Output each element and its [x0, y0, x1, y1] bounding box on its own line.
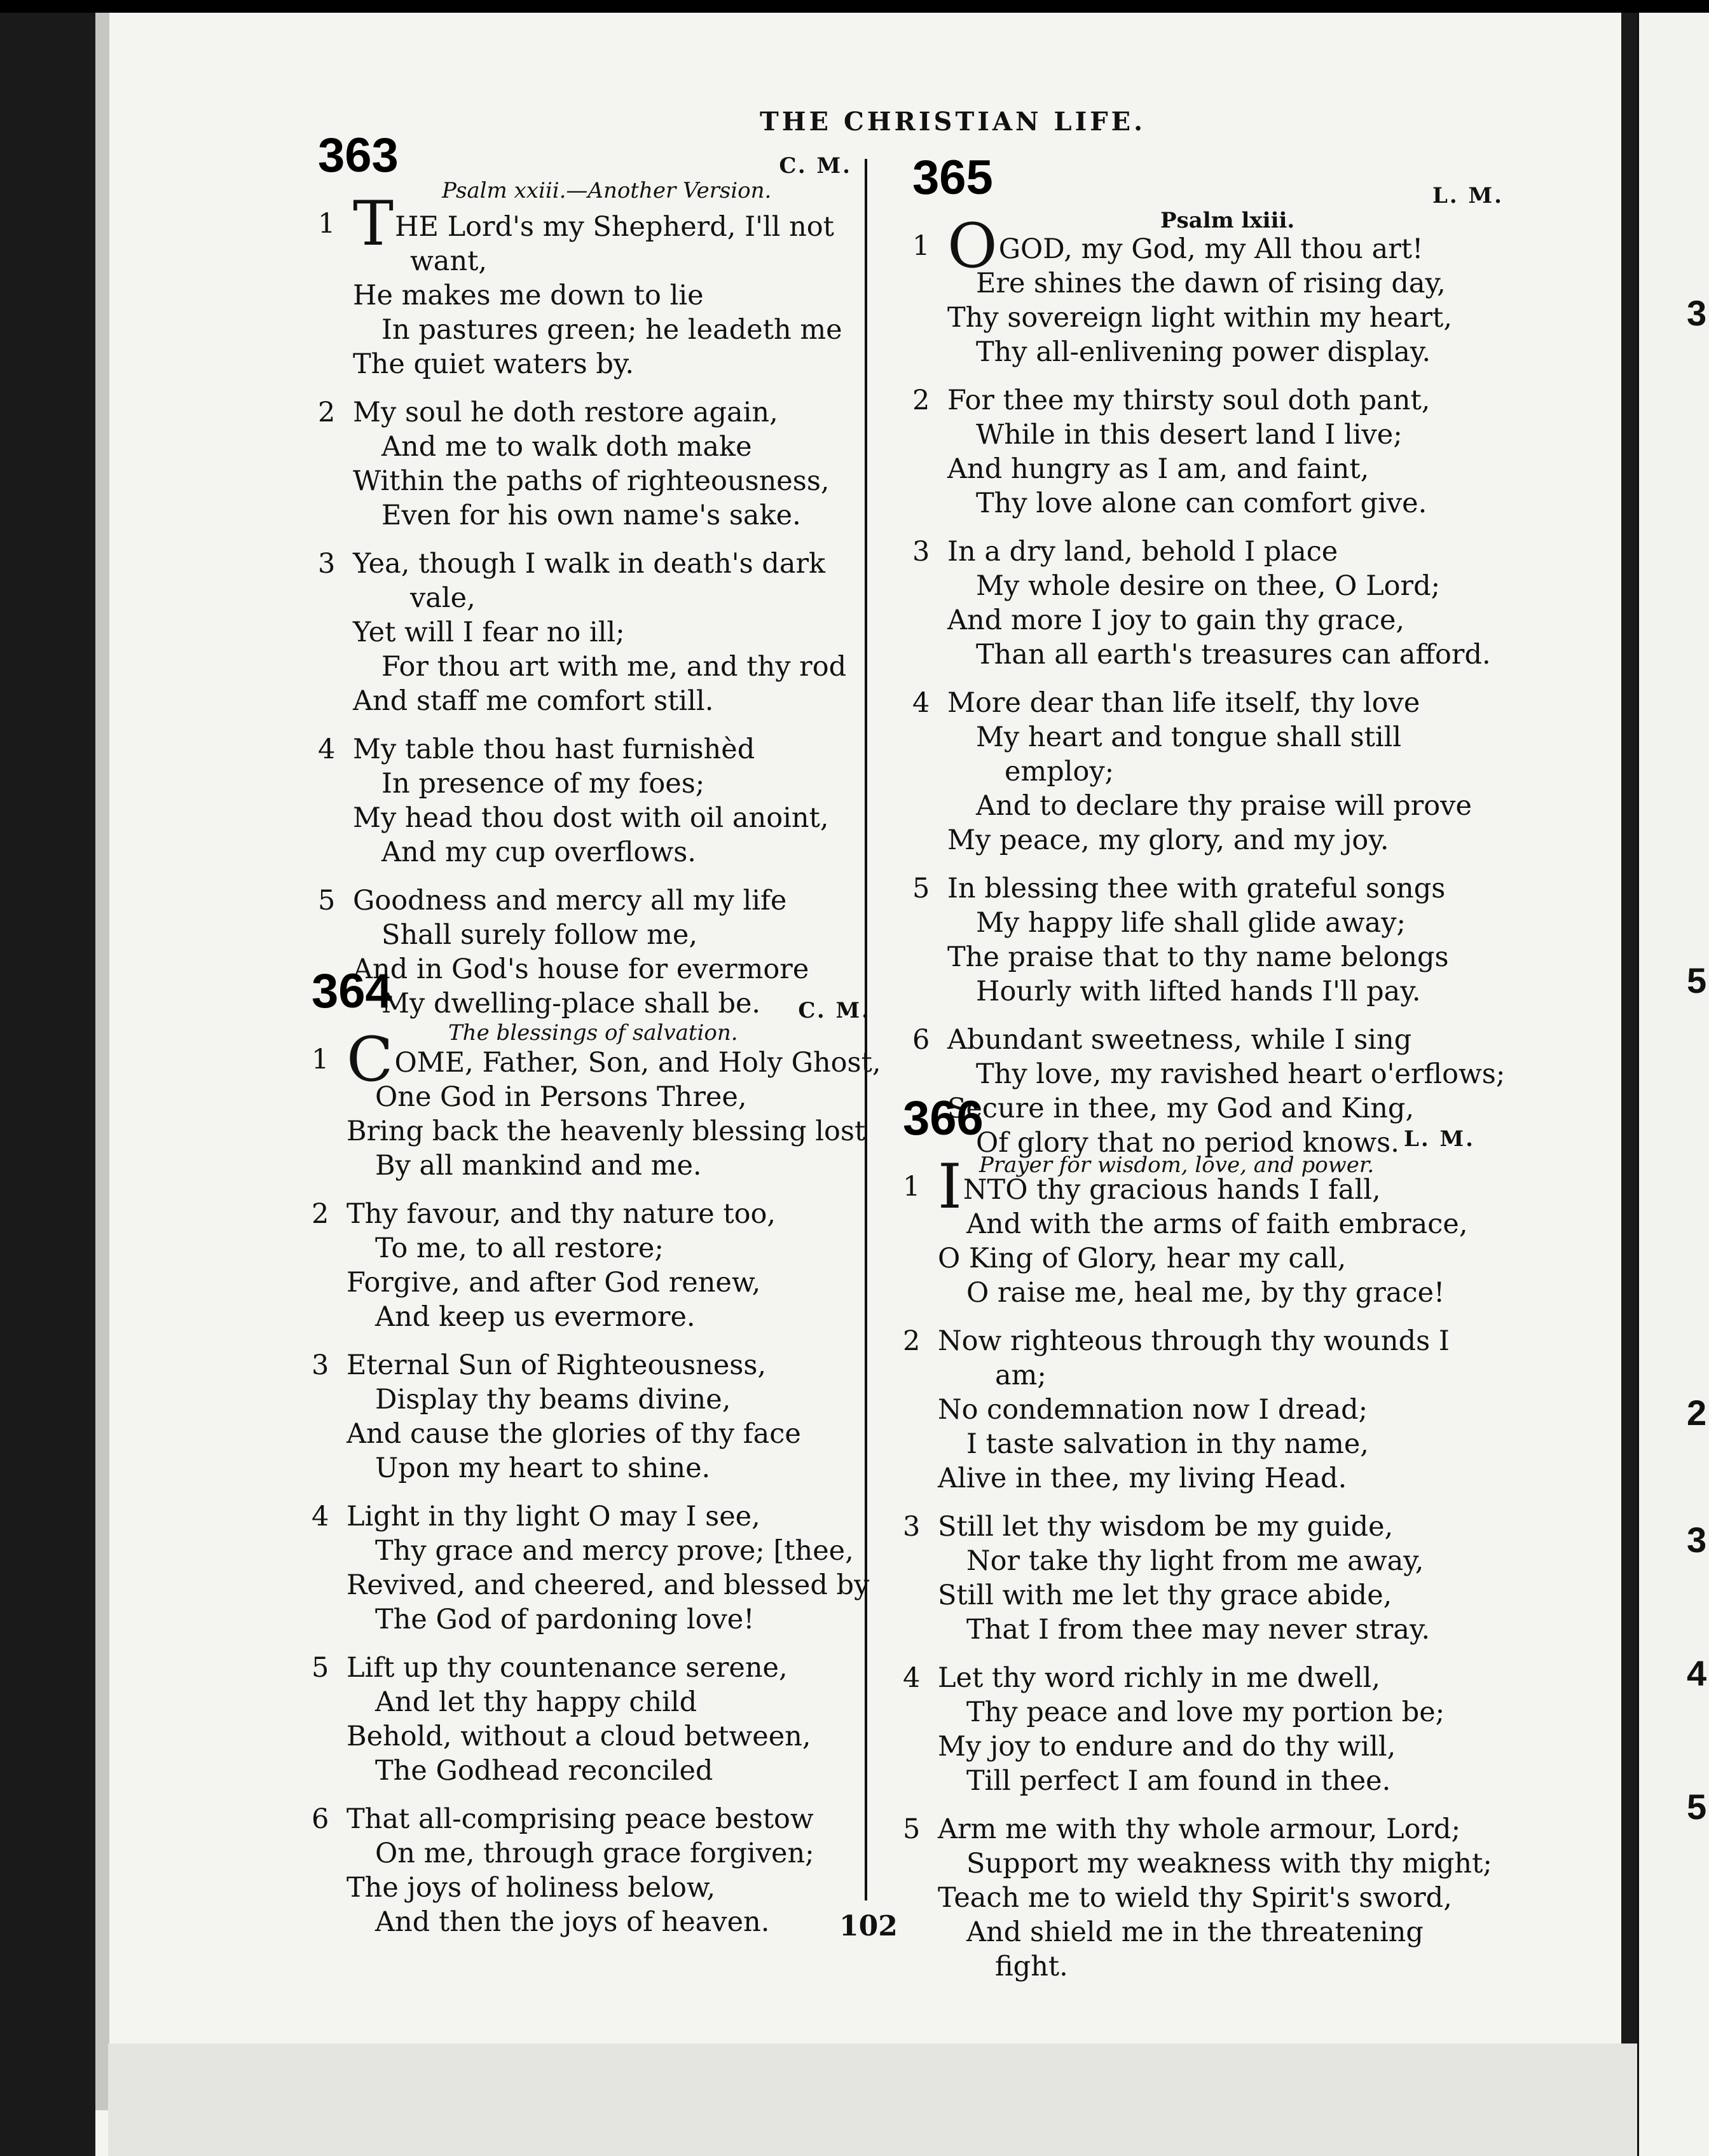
verse-line — [903, 1393, 1475, 1427]
verse-line — [312, 1836, 871, 1871]
stanza-number: 6 — [312, 1803, 329, 1835]
verse-line — [312, 1568, 871, 1602]
verse-line — [318, 835, 852, 870]
verse-line — [912, 974, 1504, 1009]
adjacent-page-fragment: 4 — [1687, 1653, 1707, 1693]
verse-line — [312, 1114, 871, 1149]
page-number: 102 — [839, 1910, 898, 1942]
stanza — [903, 1510, 1475, 1647]
verse-line — [912, 638, 1504, 672]
stanza-number: 2 — [312, 1198, 329, 1230]
verse-line — [312, 1651, 871, 1685]
stanza — [903, 1812, 1492, 1984]
verse-line — [312, 1719, 871, 1754]
drop-cap: C — [347, 1024, 394, 1095]
verse-text: And with the arms of faith embrace, — [966, 1208, 1468, 1240]
verse-text: vale, — [410, 582, 476, 614]
verse-line — [903, 1846, 1492, 1881]
verse-text: Nor take thy light from me away, — [966, 1545, 1424, 1577]
verse-text: Yea, though I walk in death's dark — [353, 548, 826, 580]
verse-text: I taste salvation in thy name, — [966, 1428, 1369, 1460]
hymn-number: 366 — [903, 1091, 984, 1145]
verse-text: Forgive, and after God renew, — [347, 1267, 761, 1299]
verse-text: While in this desert land I live; — [976, 419, 1403, 451]
verse-text: Ere shines the dawn of rising day, — [976, 268, 1446, 299]
stanza — [312, 1802, 871, 1939]
verse-text: My soul he doth restore again, — [353, 397, 778, 428]
verse-line — [903, 1661, 1475, 1695]
verse-text: And cause the glories of thy face — [347, 1418, 801, 1450]
stanza-number: 2 — [912, 385, 930, 416]
verse-line — [903, 1695, 1475, 1730]
stanza-number: 6 — [912, 1024, 930, 1056]
verse-line — [903, 1207, 1475, 1241]
verse-text: Eternal Sun of Righteousness, — [347, 1349, 767, 1381]
verse-text: Display thy beams divine, — [375, 1384, 731, 1416]
verse-text: My head thou dost with oil anoint, — [353, 802, 829, 834]
verse-text: O raise me, heal me, by thy grace! — [966, 1277, 1445, 1309]
verse-text: Lift up thy countenance serene, — [347, 1652, 788, 1684]
verse-line — [312, 1417, 871, 1451]
stanza-number: 1 — [318, 208, 336, 240]
verse-text: Behold, without a cloud between, — [347, 1721, 811, 1752]
verse-text: The praise that to thy name belongs — [947, 941, 1449, 973]
verse-text: want, — [410, 245, 488, 277]
verse-text: My table thou hast furnishèd — [353, 733, 755, 765]
verse-text: And let thy happy child — [375, 1686, 697, 1718]
verse-line — [903, 1427, 1475, 1461]
stanza-number: 4 — [318, 733, 336, 765]
verse-text: That I from thee may never stray. — [966, 1614, 1431, 1646]
verse-text: am; — [995, 1360, 1047, 1391]
stanza — [312, 1499, 871, 1637]
verse-text: Secure in thee, my God and King, — [947, 1093, 1415, 1124]
verse-line — [318, 547, 852, 581]
verse-line — [318, 684, 852, 718]
verse-line — [318, 732, 852, 767]
verse-line — [312, 1382, 871, 1417]
stanza-number: 3 — [903, 1511, 921, 1543]
verse-line — [903, 1241, 1475, 1276]
running-head: THE CHRISTIAN LIFE. — [760, 107, 1146, 137]
verse-line — [312, 1602, 871, 1637]
verse-text: Hourly with lifted hands I'll pay. — [976, 976, 1421, 1007]
verse-line — [912, 335, 1504, 369]
hymn-meter: C. M. — [779, 153, 852, 179]
hymn-number: 365 — [912, 151, 993, 205]
verse-text: In blessing thee with grateful songs — [947, 873, 1446, 904]
verse-line — [912, 940, 1504, 974]
verse-line — [912, 871, 1504, 906]
verse-line — [318, 464, 852, 498]
page-edge-shadow — [95, 13, 109, 2110]
stanza-number: 3 — [318, 548, 336, 580]
verse-text: The God of pardoning love! — [375, 1604, 755, 1635]
verse-text: To me, to all restore; — [375, 1232, 664, 1264]
verse-text: Till perfect I am found in thee. — [966, 1765, 1391, 1797]
verse-text: One God in Persons Three, — [375, 1081, 747, 1113]
verse-text: Still with me let thy grace abide, — [938, 1579, 1392, 1611]
stanza-number: 5 — [903, 1813, 921, 1845]
verse-text: And to declare thy praise will prove — [976, 790, 1472, 822]
verse-line — [312, 1685, 871, 1719]
verse-text: O King of Glory, hear my call, — [938, 1243, 1347, 1274]
verse-text: Alive in thee, my living Head. — [938, 1463, 1347, 1494]
verse-line — [903, 1358, 1475, 1393]
stanza-number: 1 — [312, 1044, 329, 1075]
verse-text: By all mankind and me. — [375, 1150, 702, 1182]
verse-text: Thy love alone can comfort give. — [976, 488, 1427, 519]
hymn-363 — [318, 130, 852, 1035]
verse-line — [312, 1266, 871, 1300]
verse-line — [318, 615, 852, 650]
verse-line — [312, 1231, 871, 1266]
verse-text: My heart and tongue shall still — [976, 721, 1402, 753]
verse-line — [903, 1915, 1475, 1949]
verse-line — [312, 1197, 871, 1231]
stanza-number: 1 — [903, 1171, 921, 1203]
hymn-366 — [903, 1091, 1492, 1998]
adjacent-page-edge — [1637, 13, 1709, 2156]
verse-line — [912, 789, 1504, 823]
verse-text: Arm me with thy whole armour, Lord; — [938, 1813, 1461, 1845]
scan-border — [0, 0, 1709, 13]
verse-line — [312, 1802, 871, 1836]
verse-text: Teach me to wield thy Spirit's sword, — [938, 1882, 1452, 1914]
verse-text: In pastures green; he leadeth me — [381, 314, 842, 346]
verse-line — [312, 1300, 871, 1334]
verse-text: Thy love, my ravished heart o'erflows; — [976, 1058, 1506, 1090]
verse-line — [912, 418, 1504, 452]
verse-text: And me to walk doth make — [381, 431, 752, 463]
verse-text: He makes me down to lie — [353, 280, 704, 311]
stanza — [912, 383, 1504, 521]
stanza — [903, 1661, 1475, 1798]
stanza — [912, 686, 1504, 857]
adjacent-page-fragment: 5 — [1687, 1787, 1707, 1827]
verse-text: NTO thy gracious hands I fall, — [963, 1174, 1381, 1206]
stanza-number: 1 — [912, 230, 930, 262]
adjacent-page-fragment: 2 — [1687, 1393, 1707, 1433]
verse-line — [312, 1348, 871, 1382]
verse-line — [903, 1949, 1475, 1984]
drop-cap: T — [353, 188, 394, 259]
verse-line — [903, 1812, 1475, 1846]
hymn-meter: L. M. — [1432, 183, 1504, 208]
verse-text: Revived, and cheered, and blessed by — [347, 1569, 870, 1601]
verse-text: Now righteous through thy wounds I — [938, 1325, 1450, 1357]
verse-text: Light in thy light O may I see, — [347, 1501, 760, 1532]
hymn-meter: C. M. — [798, 998, 871, 1023]
verse-text: HE Lord's my Shepherd, I'll not — [395, 211, 834, 243]
verse-line — [312, 1149, 871, 1183]
verse-text: Abundant sweetness, while I sing — [947, 1024, 1412, 1056]
verse-line — [903, 1276, 1475, 1310]
verse-text: And then the joys of heaven. — [375, 1906, 770, 1938]
verse-text: That all-comprising peace bestow — [347, 1803, 814, 1835]
verse-line — [903, 1578, 1475, 1613]
verse-text: Still let thy wisdom be my guide, — [938, 1511, 1394, 1543]
verse-line — [912, 720, 1504, 754]
verse-line — [312, 1534, 871, 1568]
verse-text: My happy life shall glide away; — [976, 907, 1406, 939]
stanza-number: 4 — [312, 1501, 329, 1532]
verse-text: Yet will I fear no ill; — [353, 617, 625, 648]
verse-line — [912, 1023, 1504, 1057]
verse-text: And staff me comfort still. — [353, 685, 714, 717]
verse-line — [912, 569, 1504, 603]
verse-text: And keep us evermore. — [375, 1301, 696, 1333]
hymn-364 — [312, 964, 881, 1953]
verse-line — [903, 1881, 1475, 1915]
verse-text: In a dry land, behold I place — [947, 536, 1338, 568]
adjacent-page-fragment: 3 — [1687, 293, 1707, 333]
verse-line — [912, 686, 1504, 720]
verse-line — [318, 430, 852, 464]
verse-line — [903, 1613, 1475, 1647]
hymn-title: Psalm xxiii.—Another Version. — [442, 178, 772, 203]
verse-line — [318, 313, 852, 347]
verse-line — [912, 301, 1504, 335]
verse-line — [318, 767, 852, 801]
verse-text: And hungry as I am, and faint, — [947, 453, 1369, 485]
verse-line — [912, 486, 1504, 521]
verse-line — [912, 823, 1504, 857]
hymn-number: 363 — [318, 128, 399, 182]
verse-line — [318, 650, 852, 684]
stanza — [318, 732, 852, 870]
verse-text: OME, Father, Son, and Holy Ghost, — [394, 1047, 881, 1079]
verse-text: Support my weakness with thy might; — [966, 1848, 1492, 1880]
stanza-number: 3 — [312, 1349, 329, 1381]
verse-text: Goodness and mercy all my life — [353, 885, 787, 917]
verse-text: The joys of holiness below, — [347, 1872, 716, 1904]
verse-text: The Godhead reconciled — [375, 1755, 713, 1787]
verse-text: And in God's house for evermore — [353, 953, 809, 985]
verse-line — [903, 1764, 1475, 1798]
page-bottom-shade — [108, 2043, 1637, 2156]
verse-line — [912, 603, 1504, 638]
verse-line — [318, 347, 852, 381]
stanza — [312, 1651, 871, 1788]
verse-text: Shall surely follow me, — [381, 919, 697, 951]
verse-line — [318, 884, 852, 918]
verse-text: On me, through grace forgiven; — [375, 1838, 814, 1869]
verse-text: Upon my heart to shine. — [375, 1452, 711, 1484]
verse-text: Bring back the heavenly blessing lost — [347, 1116, 866, 1147]
verse-text: For thee my thirsty soul doth pant, — [947, 385, 1431, 416]
verse-text: My peace, my glory, and my joy. — [947, 824, 1389, 856]
hymn-title: The blessings of salvation. — [448, 1020, 738, 1046]
hymn-title: Psalm lxiii. — [1160, 208, 1295, 233]
verse-text: My joy to endure and do thy will, — [938, 1731, 1396, 1763]
verse-text: And more I joy to gain thy grace, — [947, 604, 1405, 636]
stanza — [312, 1197, 871, 1334]
verse-line — [903, 1730, 1475, 1764]
verse-text: employ; — [1005, 756, 1115, 788]
verse-text: Thy grace and mercy prove; [thee, — [375, 1535, 854, 1567]
verse-text: Of glory that no period knows. — [976, 1127, 1399, 1159]
drop-cap: I — [938, 1151, 962, 1222]
stanza — [318, 395, 852, 533]
verse-line — [903, 1461, 1475, 1496]
verse-line — [318, 801, 852, 835]
verse-line — [318, 581, 852, 615]
stanza — [903, 1324, 1475, 1496]
verse-text: My whole desire on thee, O Lord; — [976, 570, 1441, 602]
verse-line — [318, 395, 852, 430]
hymn-meter: L. M. — [1403, 1126, 1475, 1152]
verse-line — [912, 754, 1504, 789]
stanza-number: 2 — [318, 397, 336, 428]
verse-line — [912, 383, 1504, 418]
verse-line — [318, 918, 852, 952]
stanza-number: 3 — [912, 536, 930, 568]
stanza-number: 5 — [312, 1652, 329, 1684]
stanza — [912, 535, 1504, 672]
verse-line — [312, 1451, 871, 1485]
verse-line — [318, 498, 852, 533]
stanza-number: 4 — [903, 1662, 921, 1694]
adjacent-page-fragment: 5 — [1687, 960, 1707, 1000]
verse-text: My dwelling-place shall be. — [381, 988, 761, 1020]
verse-line — [912, 266, 1504, 301]
stanza — [912, 871, 1504, 1009]
hymn-365 — [912, 153, 1504, 1174]
verse-line — [903, 1544, 1475, 1578]
verse-text: And shield me in the threatening — [966, 1916, 1424, 1948]
stanza-number: 4 — [912, 687, 930, 719]
verse-text: Within the paths of righteousness, — [353, 465, 830, 497]
drop-cap: O — [947, 210, 998, 282]
verse-line — [912, 452, 1504, 486]
adjacent-page-fragment: 3 — [1687, 1520, 1707, 1560]
verse-text: fight. — [995, 1951, 1068, 1982]
verse-text: Thy sovereign light within my heart, — [947, 302, 1453, 334]
verse-line — [912, 1057, 1504, 1091]
verse-text: Even for his own name's sake. — [381, 500, 801, 531]
verse-line — [312, 1905, 871, 1939]
verse-text: Let thy word richly in me dwell, — [938, 1662, 1381, 1694]
verse-line — [318, 244, 852, 278]
hymn-number: 364 — [312, 964, 392, 1018]
stanza-number: 5 — [318, 885, 336, 917]
verse-text: Thy favour, and thy nature too, — [347, 1198, 776, 1230]
verse-line — [903, 1510, 1475, 1544]
hymn-title: Prayer for wisdom, love, and power. — [979, 1152, 1375, 1178]
verse-line — [912, 535, 1504, 569]
verse-text: GOD, my God, my All thou art! — [998, 233, 1424, 265]
verse-line — [312, 1871, 871, 1905]
verse-line — [318, 278, 852, 313]
stanza — [312, 1348, 871, 1485]
verse-text: Than all earth's treasures can afford. — [976, 639, 1491, 671]
verse-line — [912, 906, 1504, 940]
verse-text: More dear than life itself, thy love — [947, 687, 1420, 719]
stanza-number: 2 — [903, 1325, 921, 1357]
verse-text: For thou art with me, and thy rod — [381, 651, 847, 683]
verse-text: The quiet waters by. — [353, 348, 635, 380]
verse-text: And my cup overflows. — [381, 836, 696, 868]
verse-line — [312, 1080, 871, 1114]
verse-line — [903, 1324, 1475, 1358]
verse-text: No condemnation now I dread; — [938, 1394, 1368, 1426]
verse-line — [312, 1499, 871, 1534]
verse-text: Thy all-enlivening power display. — [976, 336, 1431, 368]
verse-line — [312, 1754, 871, 1788]
stanza-number: 5 — [912, 873, 930, 904]
verse-text: In presence of my foes; — [381, 768, 705, 800]
verse-text: Thy peace and love my portion be; — [966, 1696, 1445, 1728]
stanza — [318, 547, 852, 718]
